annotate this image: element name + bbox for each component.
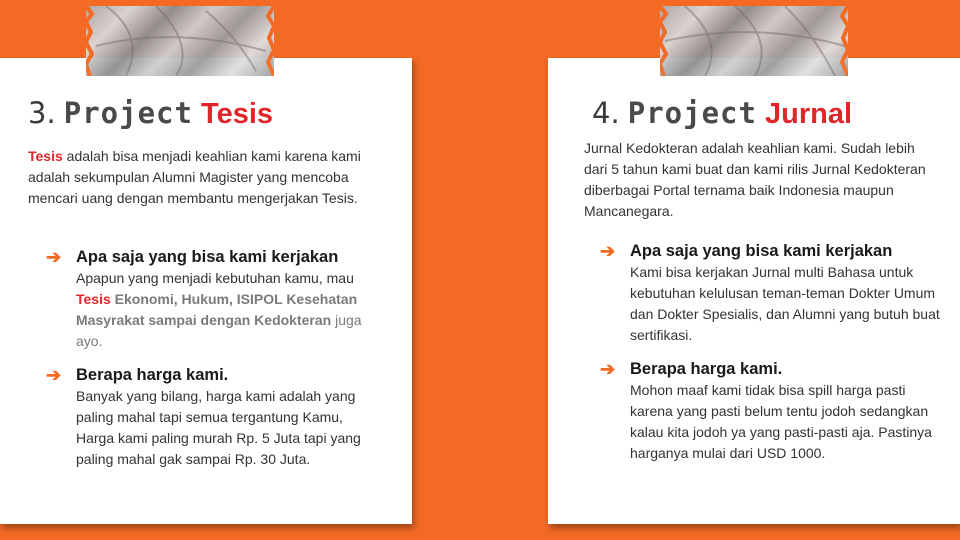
tape-icon	[660, 6, 848, 76]
tesis-services-item	[46, 246, 376, 352]
jurnal-price-item	[600, 358, 940, 464]
arrow-right-icon: ➔	[46, 247, 62, 267]
jurnal-services-heading: Apa saja yang bisa kami kerjakan	[630, 242, 893, 260]
project-jurnal-intro: Jurnal Kedokteran adalah keahlian kami. Sudah lebih dari 5 tahun kami buat dan kami rilis Jurnal Kedokteran diberbagai Portal ternama baik Indonesia maupun Mancanegara.	[584, 140, 926, 219]
project-tesis-card	[0, 58, 412, 524]
arrow-right-icon: ➔	[600, 241, 616, 261]
jurnal-services-body: Kami bisa kerjakan Jurnal multi Bahasa untuk kebutuhan kelulusan teman-teman Dokter Umum dan Dokter Spesialis, dan Alumni yang butuh buat sertifikasi.	[630, 264, 940, 343]
jurnal-price-body: Mohon maaf kami tidak bisa spill harga pasti karena yang pasti belum tentu jodoh sedangkan kalau kita jodoh ya yang pasti-pasti aja. Pastinya harganya mulai dari USD 1000.	[630, 382, 932, 461]
project-tesis-intro: Tesis adalah bisa menjadi keahlian kami karena kami adalah sekumpulan Alumni Magister yang mencoba mencari uang dengan membantu mengerjakan Tesis.	[28, 148, 361, 206]
arrow-right-icon: ➔	[46, 365, 62, 385]
jurnal-services-item	[600, 240, 940, 346]
project-jurnal-card	[548, 58, 960, 524]
tesis-price-heading: Berapa harga kami.	[76, 366, 229, 384]
project-jurnal-title: 4. Project Jurnal	[592, 96, 853, 130]
tesis-services-heading: Apa saja yang bisa kami kerjakan	[76, 248, 339, 266]
tesis-services-body: Apapun yang menjadi kebutuhan kamu, mau Tesis Ekonomi, Hukum, ISIPOL Kesehatan Masyrakat sampai dengan Kedokteran juga ayo.	[76, 270, 362, 349]
tesis-price-body: Banyak yang bilang, harga kami adalah yang paling mahal tapi semua tergantung Kamu, Harga kami paling murah Rp. 5 Juta tapi yang paling mahal gak sampai Rp. 30 Juta.	[76, 388, 361, 467]
tape-icon	[86, 6, 274, 76]
arrow-right-icon: ➔	[600, 359, 616, 379]
jurnal-price-heading: Berapa harga kami.	[630, 360, 783, 378]
tesis-price-item	[46, 364, 376, 470]
project-tesis-title: 3. Project Tesis	[28, 96, 274, 130]
